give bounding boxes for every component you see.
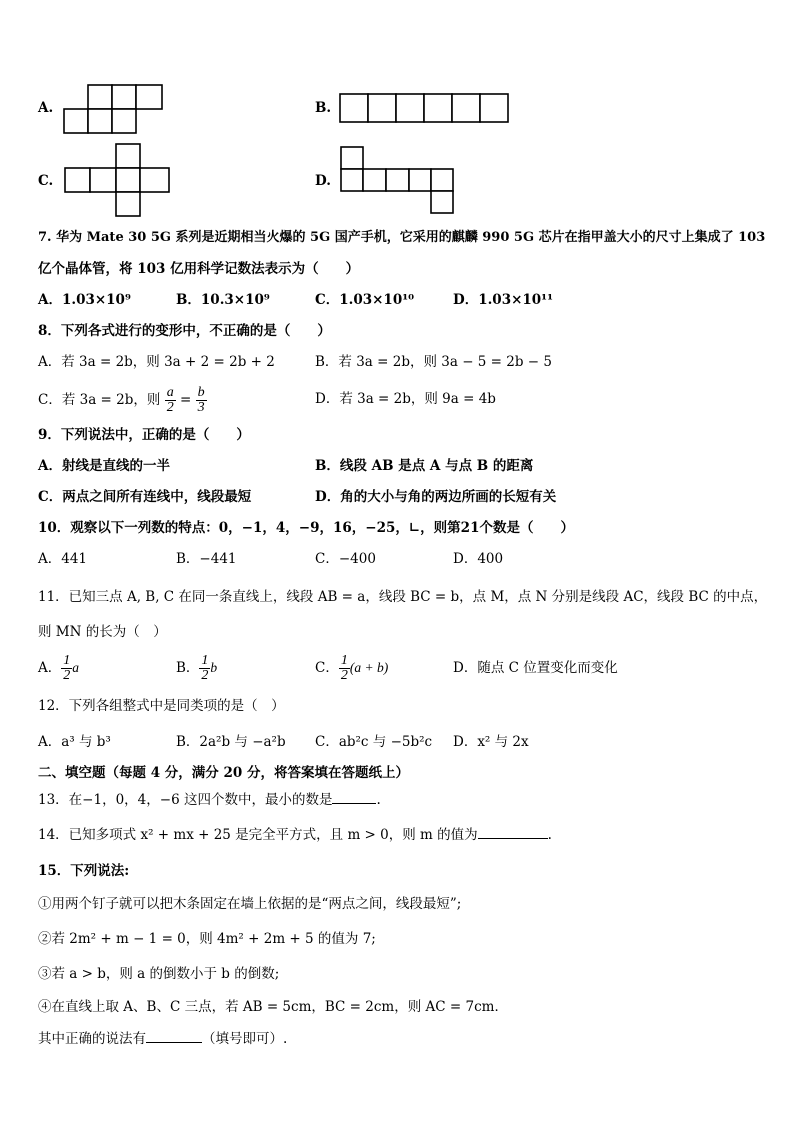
q9-option-a: A．射线是直线的一半 — [38, 458, 170, 474]
q9-option-c: C．两点之间所有连线中，线段最短 — [38, 489, 252, 505]
q15-stem: 15．下列说法: — [38, 863, 130, 879]
q14-answer-blank[interactable] — [478, 838, 548, 839]
q11-option-a: A． $\frac{1}{2}$ a — [38, 653, 79, 683]
q6-option-d-net — [339, 145, 459, 217]
q10-option-c: C．−400 — [315, 551, 376, 567]
q7-stem-line1: 7. 华为 Mate 30 5G 系列是近期相当火爆的 5G 国产手机，它采用的麒麟 990 5G 芯片在指甲盖大小的尺寸上集成了 103 — [38, 230, 766, 245]
q9-stem: 9．下列说法中，正确的是（ ） — [38, 427, 250, 443]
q15-statement-2: ②若 2m² + m − 1 = 0，则 4m² + 2m + 5 的值为 7; — [38, 931, 376, 947]
q6-option-b-net — [339, 93, 511, 125]
q7-stem-line2: 亿个晶体管，将 103 亿用科学记数法表示为（ ） — [38, 261, 360, 277]
q8-option-d: D．若 3a = 2b，则 9a = 4b — [315, 391, 496, 407]
q6-option-c-label: C. — [38, 173, 54, 189]
q10-option-b: B．−441 — [176, 551, 237, 567]
q6-option-c-net — [62, 143, 174, 219]
q10-stem: 10．观察以下一列数的特点：0，−1，4，−9，16，−25，∟，则第21个数是（ ） — [38, 520, 574, 536]
q12-option-d: D．x² 与 2x — [453, 734, 529, 750]
q8-stem: 8．下列各式进行的变形中，不正确的是（ ） — [38, 323, 331, 339]
q11-option-b: B． $\frac{1}{2}$ b — [176, 653, 218, 683]
q12-option-a: A．a³ 与 b³ — [38, 734, 111, 750]
q7-option-b: B．10.3×10⁹ — [176, 292, 270, 308]
q12-stem: 12．下列各组整式中是同类项的是（ ） — [38, 698, 285, 714]
q15-answer-blank[interactable] — [146, 1042, 202, 1043]
q11-option-d: D．随点 C 位置变化而变化 — [453, 660, 618, 676]
q10-option-d: D．400 — [453, 551, 504, 567]
q15-conclusion: 其中正确的说法有 （填号即可）. — [38, 1031, 288, 1047]
q6-option-a-label: A. — [38, 100, 54, 116]
q6-option-a-net — [62, 84, 166, 136]
section-2-heading: 二、填空题（每题 4 分，满分 20 分，将答案填在答题纸上） — [38, 765, 409, 781]
q9-option-d: D．角的大小与角的两边所画的长短有关 — [315, 489, 557, 505]
q15-statement-1: ①用两个钉子就可以把木条固定在墙上依据的是“两点之间，线段最短”; — [38, 896, 462, 912]
q13-answer-blank[interactable] — [332, 803, 376, 804]
q11-option-c: C． $\frac{1}{2}$ (a + b) — [315, 653, 389, 683]
q12-option-c: C．ab²c 与 −5b²c — [315, 734, 433, 750]
q13: 13．在−1，0，4，−6 这四个数中，最小的数是 . — [38, 792, 381, 808]
q15-statement-3: ③若 a > b，则 a 的倒数小于 b 的倒数; — [38, 966, 280, 982]
q8-option-a: A．若 3a = 2b，则 3a + 2 = 2b + 2 — [38, 354, 275, 370]
q6-option-b-label: B. — [315, 100, 332, 116]
q15-statement-4: ④在直线上取 A、B、C 三点，若 AB = 5cm，BC = 2cm，则 AC = 7cm． — [38, 999, 508, 1015]
q8-option-b: B．若 3a = 2b，则 3a − 5 = 2b − 5 — [315, 354, 552, 370]
q7-option-d: D．1.03×10¹¹ — [453, 292, 554, 308]
q7-option-a: A．1.03×10⁹ — [38, 292, 131, 308]
q9-option-b: B．线段 AB 是点 A 与点 B 的距离 — [315, 458, 534, 474]
q10-option-a: A．441 — [38, 551, 88, 567]
q8-option-c: C．若 3a = 2b，则 $\frac{a}{2}$ = $\frac{b}{3}$ — [38, 385, 205, 415]
q11-stem-line2: 则 MN 的长为（ ） — [38, 624, 167, 640]
q11-stem-line1: 11．已知三点 A, B, C 在同一条直线上，线段 AB = a，线段 BC = b，点 M，点 N 分别是线段 AC，线段 BC 的中点， — [38, 589, 768, 605]
q6-option-d-label: D. — [315, 173, 331, 189]
q14: 14．已知多项式 x² + mx + 25 是完全平方式，且 m > 0，则 m 的值为 . — [38, 827, 552, 843]
q12-option-b: B．2a²b 与 −a²b — [176, 734, 286, 750]
q7-option-c: C．1.03×10¹⁰ — [315, 292, 415, 308]
